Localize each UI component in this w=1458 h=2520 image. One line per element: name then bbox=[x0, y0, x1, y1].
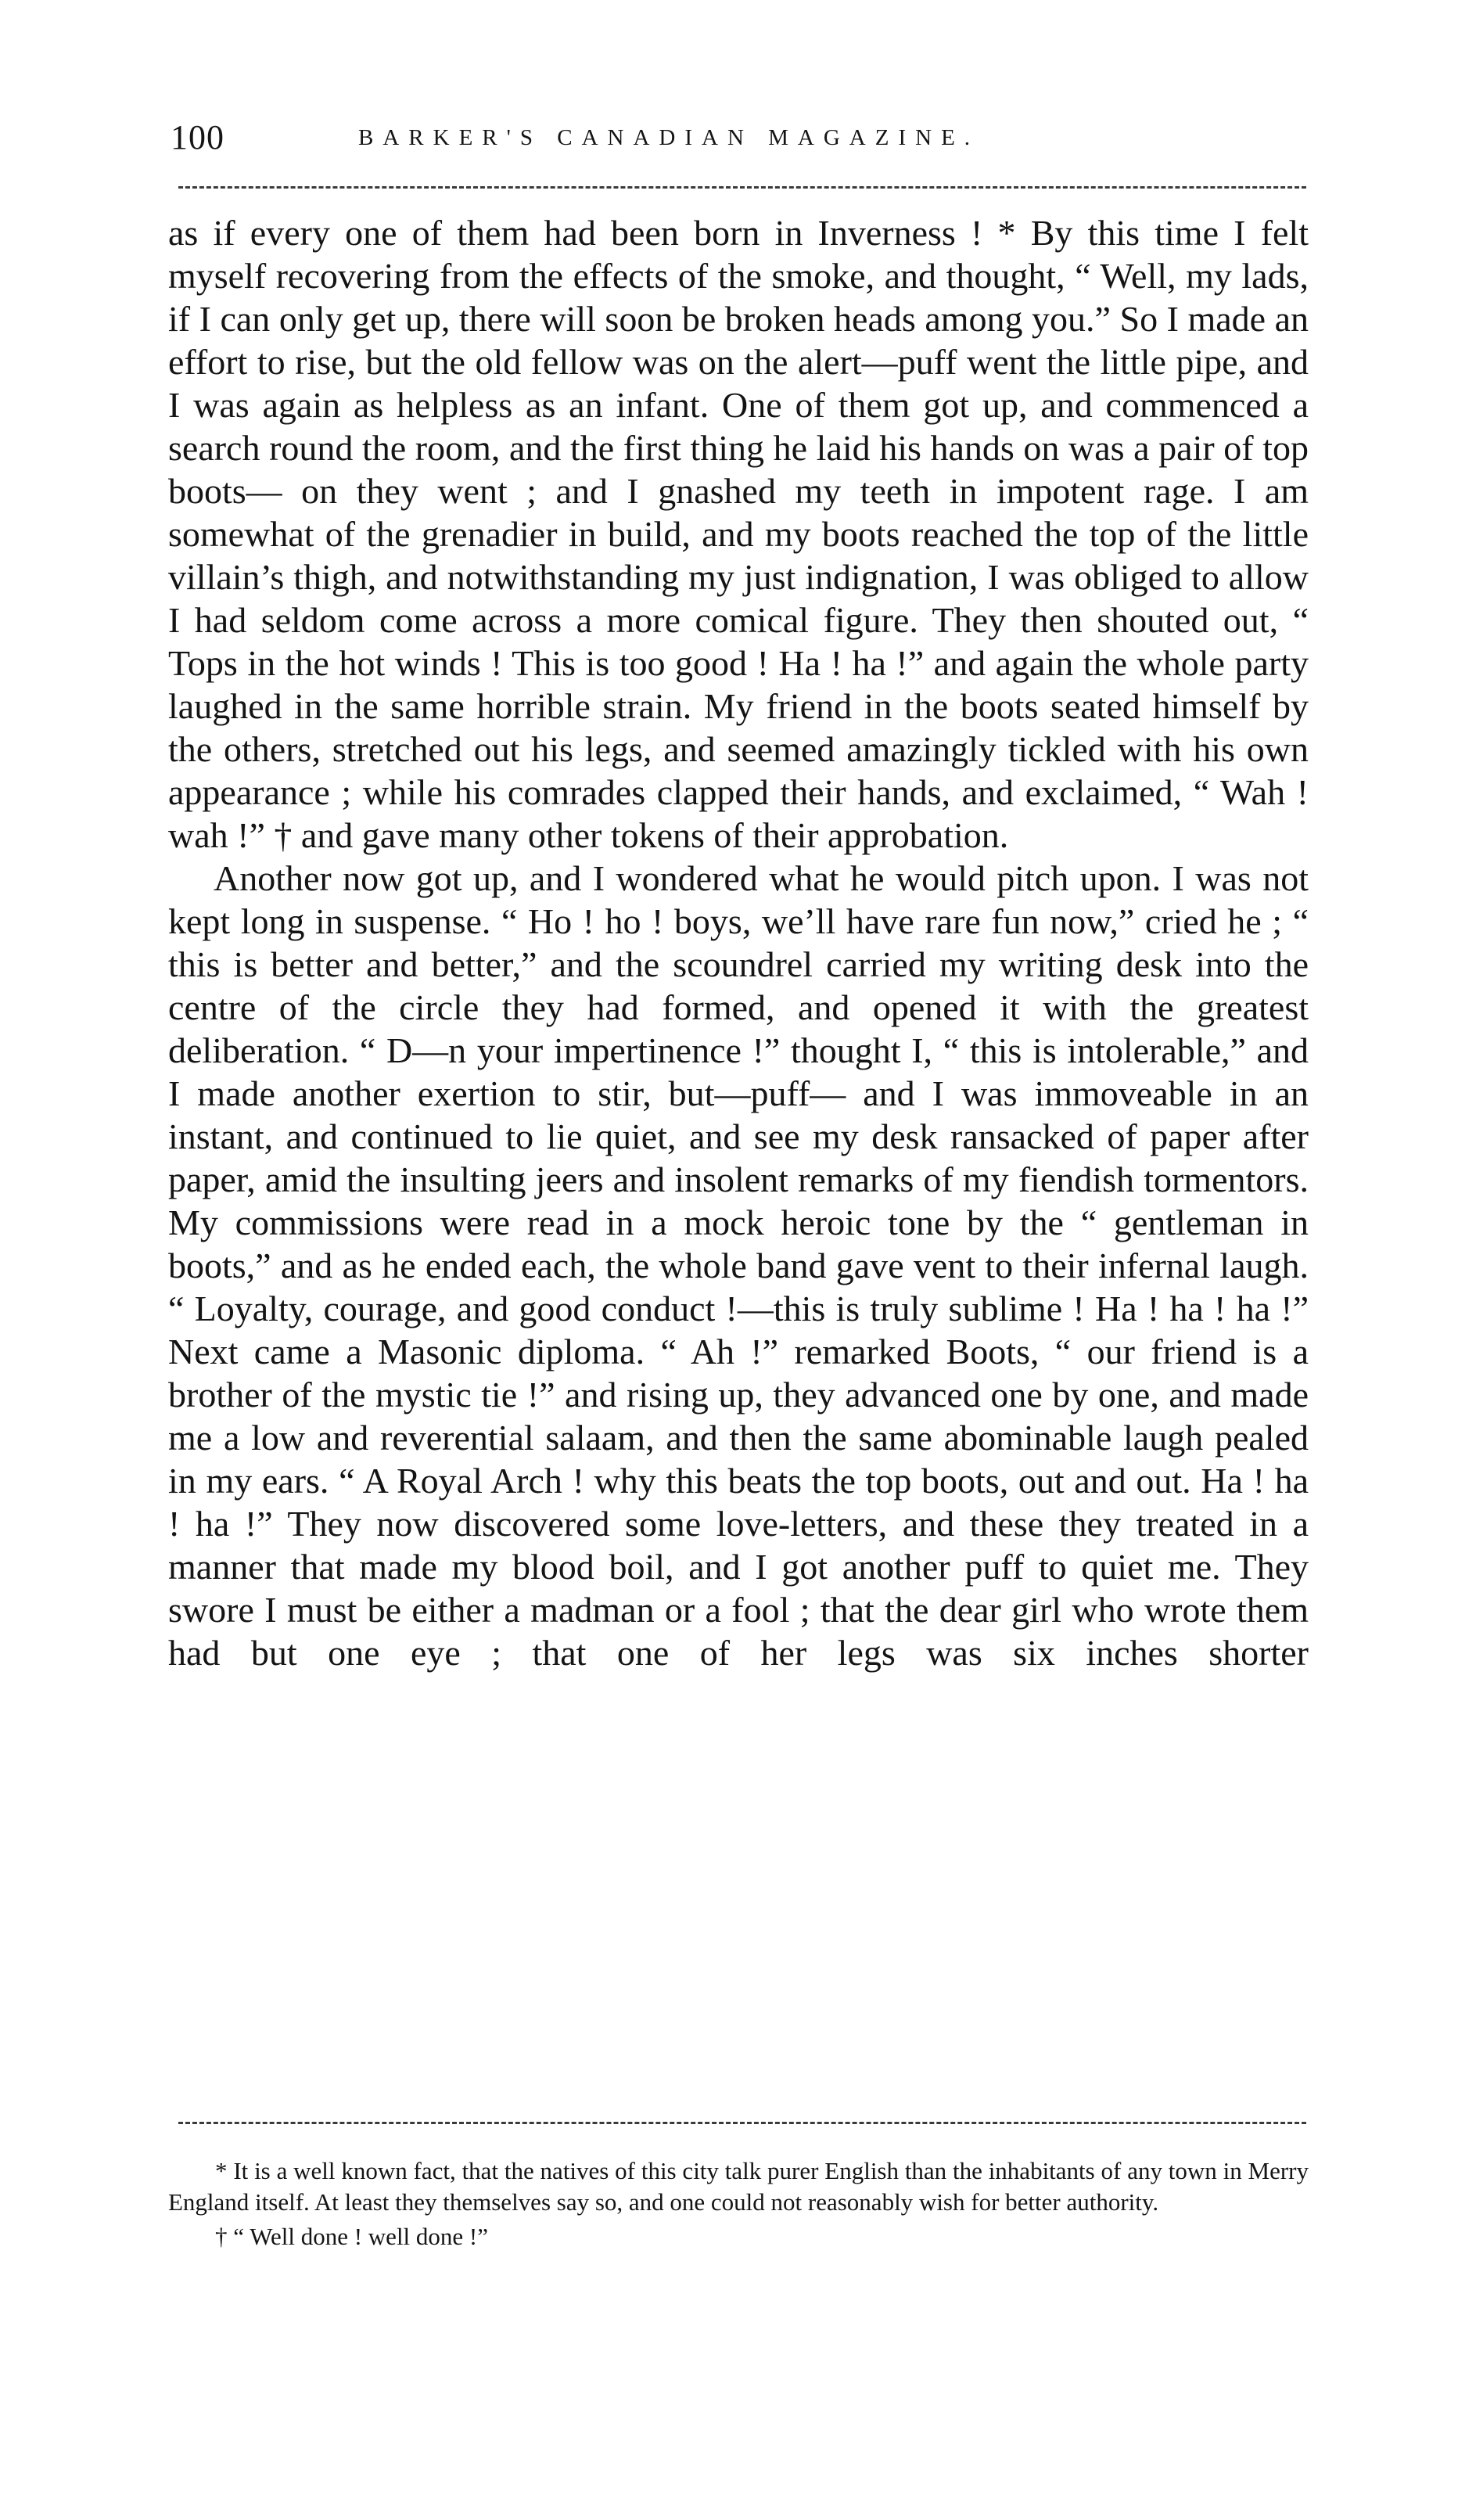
footnotes bbox=[168, 2155, 1309, 2252]
paragraph-1: as if every one of them had been born in Inverness ! * By this time I felt myself recovering from the effects of the smoke, and thought, “ Well, my lads, if I can only get up, there will soon be broken heads among you.” So I made an effort to rise, but the old fellow was on the alert—puff went the little pipe, and I was again as helpless as an infant. One of them got up, and commenced a search round the room, and the first thing he laid his hands on was a pair of top boots— on they went ; and I gnashed my teeth in impotent rage. I am somewhat of the grenadier in build, and my boots reached the top of the little villain’s thigh, and notwithstanding my just indignation, I was obliged to allow I had seldom come across a more comical figure. They then shouted out, “ Tops in the hot winds ! This is too good ! Ha ! ha !” and again the whole party laughed in the same horrible strain. My friend in the boots seated himself by the others, stretched out his legs, and seemed amazingly tickled with his own appearance ; while his comrades clapped their hands, and exclaimed, “ Wah ! wah !” † and gave many other tokens of their approbation. bbox=[168, 213, 1309, 855]
paragraph-2: Another now got up, and I wondered what he would pitch upon. I was not kept long in suspense. “ Ho ! ho ! boys, we’ll have rare fun now,” cried he ; “ this is better and better,” and the scoundrel carried my writing desk into the centre of the circle they had formed, and opened it with the greatest deliberation. “ D—n your impertinence !” thought I, “ this is intolerable,” and I made another exertion to stir, but—puff— and I was immoveable in an instant, and continued to lie quiet, and see my desk ransacked of paper after paper, amid the insulting jeers and insolent remarks of my fiendish tormentors. My commissions were read in a mock heroic tone by the “ gentleman in boots,” and as he ended each, the whole band gave vent to their infernal laugh. “ Loyalty, courage, and good conduct !—this is truly sublime ! Ha ! ha ! ha !” Next came a Masonic diploma. “ Ah !” remarked Boots, “ our friend is a brother of the mystic tie !” and rising up, they advanced one by one, and made me a low and reverential salaam, and then the same abominable laugh pealed in my ears. “ A Royal Arch ! why this beats the top boots, out and out. Ha ! ha ! ha !” They now discovered some love-letters, and these they treated in a manner that made my blood boil, and I got another puff to quiet me. They swore I must be either a madman or a fool ; that the dear girl who wrote them had but one eye ; that one of her legs was six inches shorter bbox=[168, 858, 1309, 1673]
body-text bbox=[168, 211, 1309, 1674]
page-number: 100 bbox=[171, 118, 224, 156]
running-title: BARKER'S CANADIAN MAGAZINE. bbox=[358, 125, 980, 150]
header-rule bbox=[178, 186, 1306, 189]
page-header bbox=[171, 117, 1305, 164]
footnote-rule bbox=[178, 2122, 1306, 2124]
footnote-dagger: † “ Well done ! well done !” bbox=[215, 2223, 489, 2250]
footnote-asterisk: * It is a well known fact, that the natives of this city talk purer English than the inhabitants of any town in Merry England itself. At least they themselves say so, and one could not reasonably wish for better authority. bbox=[168, 2157, 1309, 2216]
